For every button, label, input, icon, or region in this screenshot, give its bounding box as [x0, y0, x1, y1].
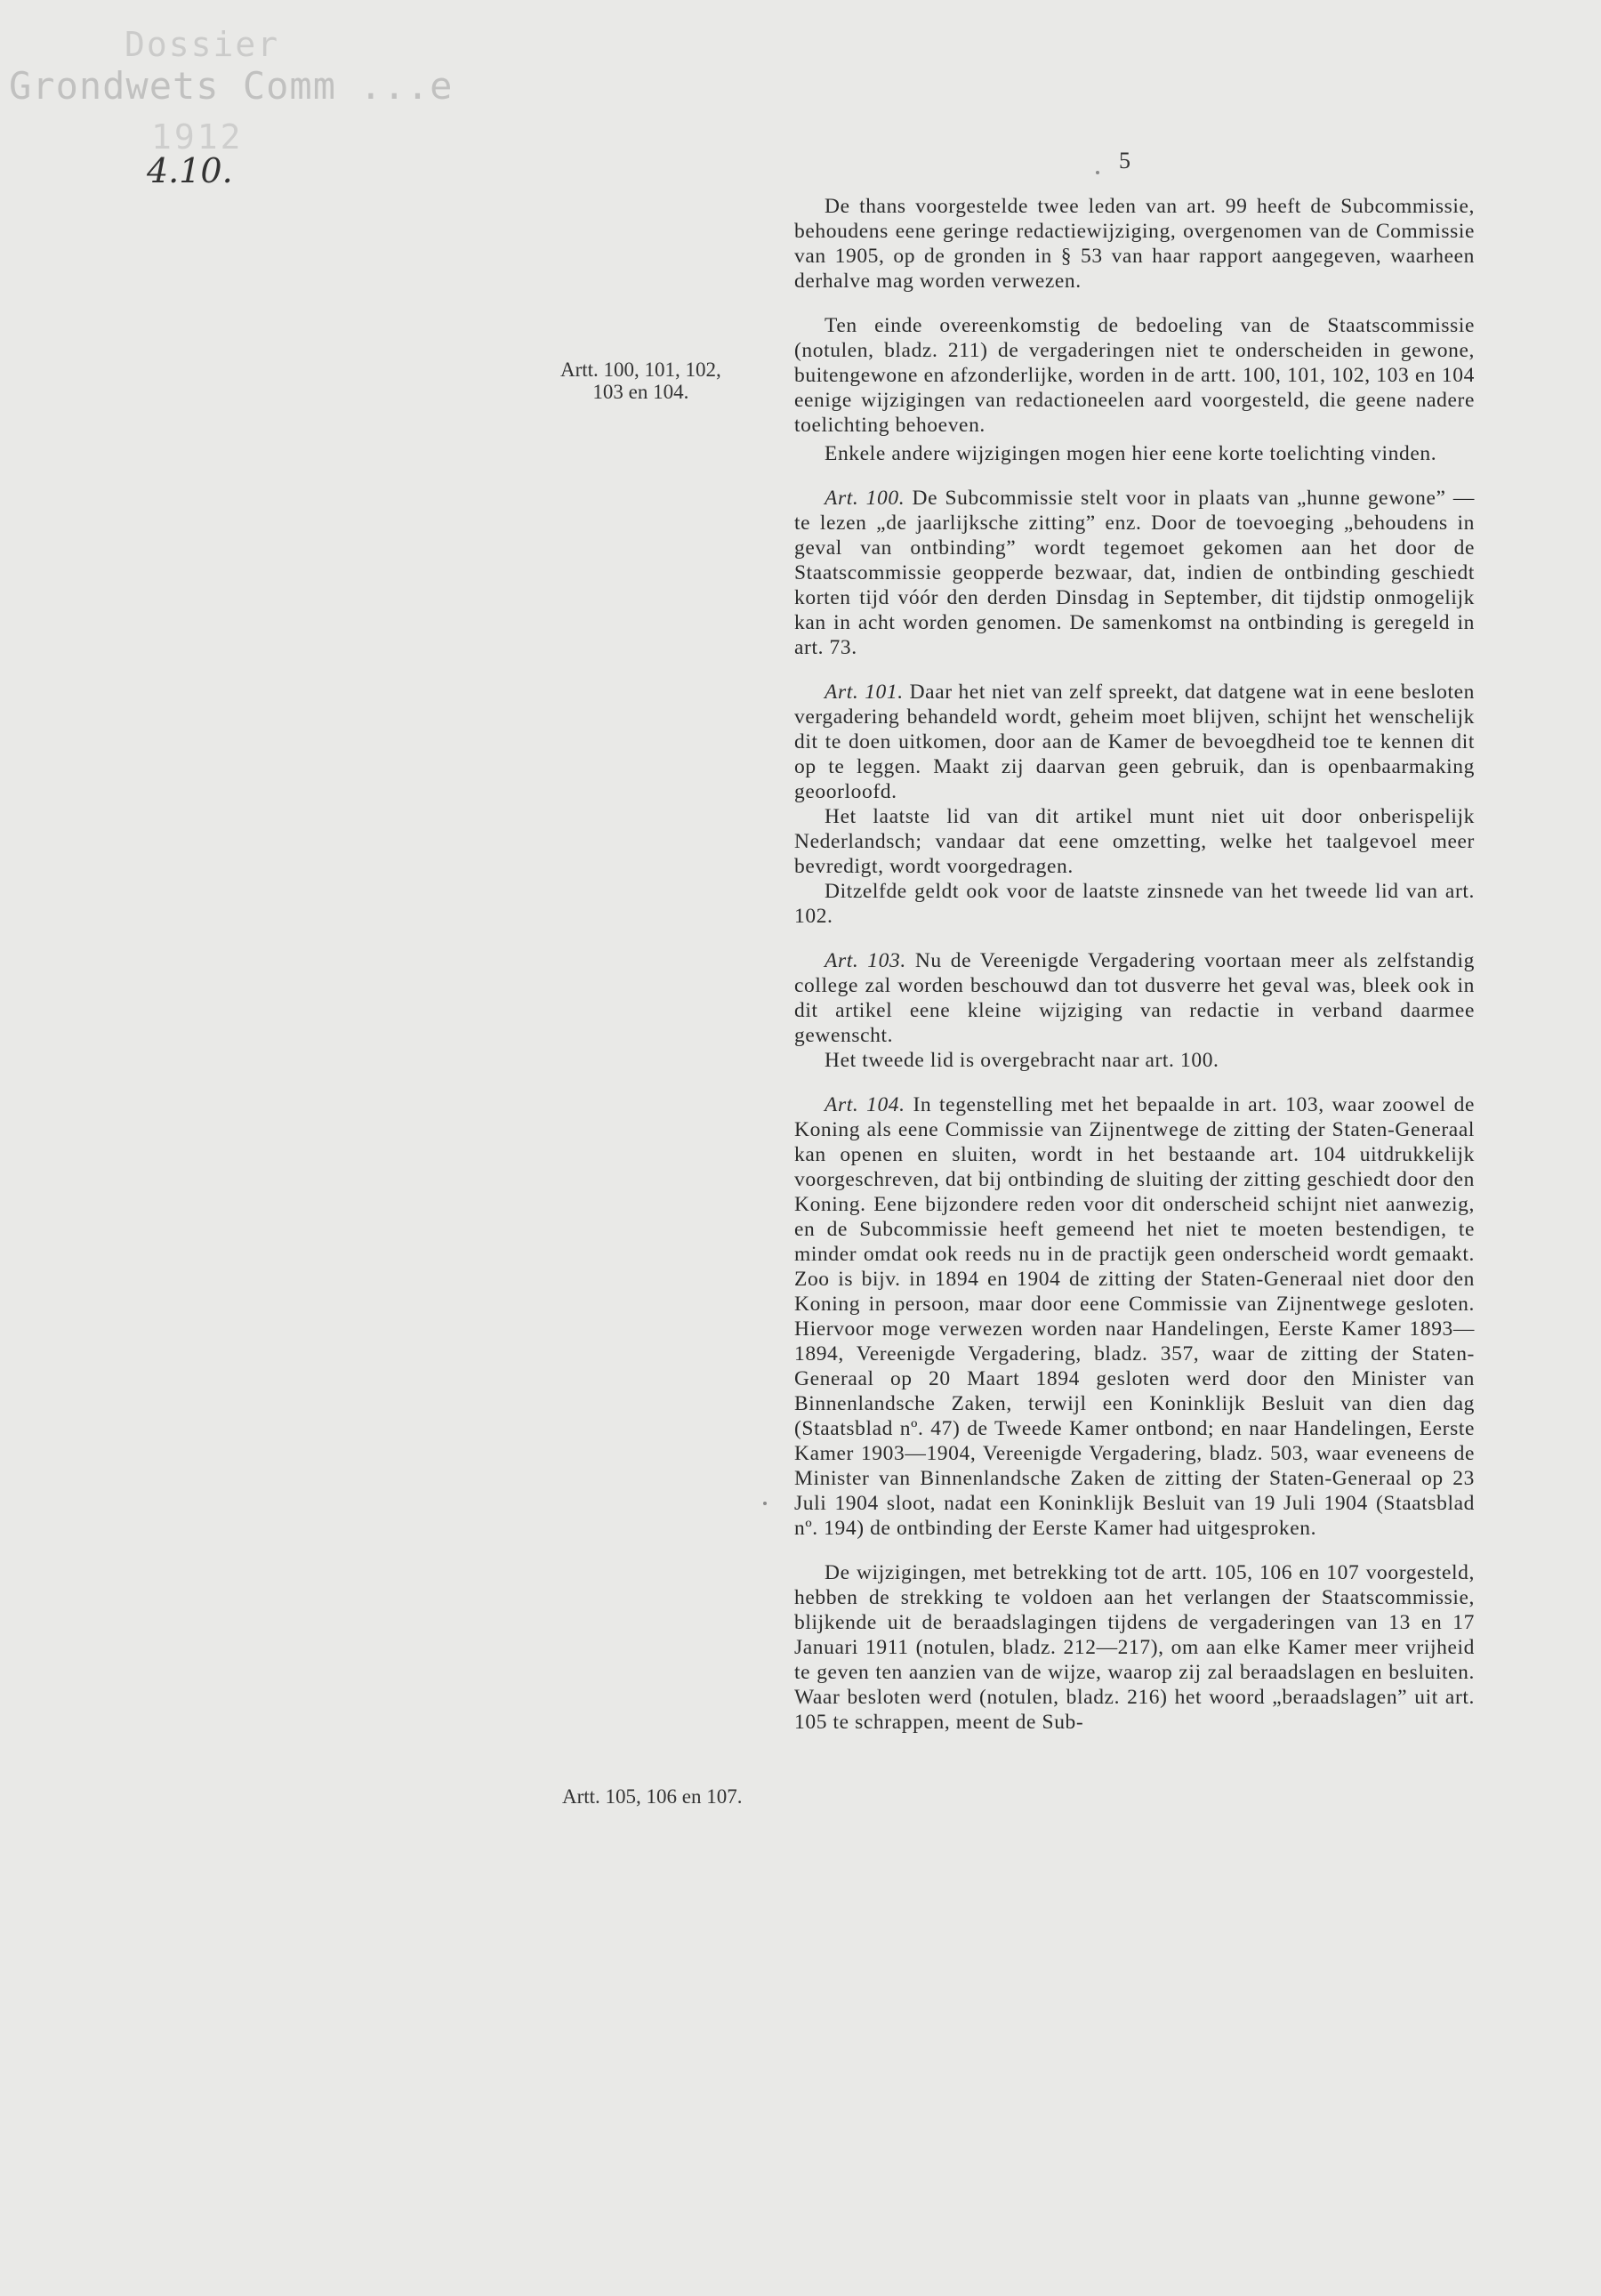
paragraph-art-103-second-lid [794, 1048, 1475, 1073]
paragraph-art-102-note [794, 879, 1475, 929]
paragraph-text: Het tweede lid is overgebracht naar art. 100. [825, 1049, 1219, 1072]
paper-speck [763, 1502, 767, 1505]
body-text-column [794, 194, 1475, 1735]
paragraph-artt-100-104-intro [794, 313, 1475, 438]
stamp-line-dossier: Dossier [125, 25, 280, 64]
paragraph-text: Nu de Vereenigde Vergadering voortaan meer als zelfstandig college zal worden beschouwd dan tot dusverre het geval was, bleek ook in dit artikel eene kleine wijziging van redactie in verband daarmee gewenscht. [794, 949, 1476, 1047]
paragraph-art-103 [794, 948, 1475, 1048]
paragraph-art-101 [794, 680, 1475, 804]
paragraph-text: Ten einde overeenkomstig de bedoeling van de Staatscommissie (notulen, bladz. 211) de vergaderingen niet te onderscheiden in gewone, buitengewone en afzonderlijke, worden in de artt. 100, 101, 102, 103 en 104 eenige wijzigingen van redactioneelen aard voorgesteld, die geene nadere toelichting behoeven. [794, 314, 1475, 437]
handwritten-note: 4.10. [147, 151, 233, 190]
paragraph-text: In tegenstelling met het bepaalde in art. 103, waar zoowel de Koning als eene Commissie van Zijnentwege de zitting der Staten-Generaal kan openen en sluiten, wordt in het bestaande art. 104 uitdrukkelijk voorgeschreven, dat bij ontbinding de sluiting der zitting geschiedt door den Koning. Eene bijzondere reden voor dit onderscheid schijnt niet aanwezig, en de Subcommissie heeft gemeend het niet te moeten bestendigen, te minder omdat ook reeds nu in de practijk geen onderscheid wordt gemaakt. Zoo is bijv. in 1894 en 1904 de zitting der Staten-Generaal niet door den Koning in persoon, maar door eene Commissie van Zijnentwege gesloten. Hiervoor moge verwezen worden naar Handelingen, Eerste Kamer 1893—1894, Vereenigde Vergadering, bladz. 357, waar de zitting der Staten-Generaal op 20 Maart 1894 gesloten werd door den Minister van Binnenlandsche Zaken, terwijl een Koninklijk Besluit van dien dag (Staatsblad nº. 47) de Tweede Kamer ontbond; en naar Handelingen, Eerste Kamer 1903—1904, Vereenigde Vergadering, bladz. 503, waar eveneens de Minister van Binnenlandsche Zaken de zitting der Staten-Generaal op 23 Juli 1904 sloot, nadat een Koninklijk Besluit van 19 Juli 1904 (Staatsblad nº. 194) de ontbinding der Eerste Kamer had uitgesproken. [794, 1093, 1475, 1540]
paragraph-text: Daar het niet van zelf spreekt, dat datgene wat in eene besloten vergadering behandeld wordt, geheim moet blijven, schijnt het wenschelijk dit te doen uitkomen, door aan de Kamer de bevoegdheid toe te kennen dit op te leggen. Maakt zij daarvan geen gebruik, dan is openbaarmaking geoorloofd. [794, 681, 1475, 803]
paragraph-text: Het laatste lid van dit artikel munt niet uit door onberispelijk Nederlandsch; vandaar dat eene omzetting, welke het taalgevoel meer bevredigt, wordt voorgedragen. [794, 805, 1475, 878]
article-label: Art. 104. [825, 1093, 905, 1116]
paragraph-art-100 [794, 486, 1475, 660]
stamp-line-year: 1912 [151, 117, 244, 157]
margin-note-artt-105-107 [562, 1785, 743, 1808]
paragraph-text: Ditzelfde geldt ook voor de laatste zinsnede van het tweede lid van art. 102. [794, 880, 1475, 928]
paragraph-text: De wijzigingen, met betrekking tot de artt. 105, 106 en 107 voorgesteld, hebben de strekking te voldoen aan het verlangen der Staatscommissie, blijkende uit de beraadslagingen tijdens de vergaderingen van 13 en 17 Januari 1911 (notulen, bladz. 212—217), om aan elke Kamer meer vrijheid te geven ten aanzien van de wijze, waarop zij zal beraadslagen en besluiten. Waar besloten werd (notulen, bladz. 216) het woord „beraadslagen” uit art. 105 te schrappen, meent de Sub- [794, 1561, 1475, 1734]
article-label: Art. 100. [825, 487, 905, 510]
margin-note-line: Artt. 100, 101, 102, [560, 358, 721, 381]
paragraph-text: De Subcommissie stelt voor in plaats van „hunne gewone” — te lezen „de jaarlijksche zitting” enz. Door de toevoeging „behoudens in geval van ontbinding” wordt tegemoet gekomen aan het door de Staatscommissie geopperde bezwaar, dat, indien de ontbinding geschiedt korten tijd vóór den derden Dinsdag in September, dit tijdstip onmogelijk kan in acht worden genomen. De samenkomst na ontbinding is geregeld in art. 73. [794, 487, 1475, 659]
paragraph-text: De thans voorgestelde twee leden van art. 99 heeft de Subcommissie, behoudens eene geringe redactiewijziging, overgenomen van de Commissie van 1905, op de gronden in § 53 van haar rapport aangegeven, waarheen derhalve mag worden verwezen. [794, 195, 1475, 293]
margin-note-line: Artt. 105, 106 en 107. [562, 1785, 743, 1808]
paragraph-text: Enkele andere wijzigingen mogen hier eene korte toelichting vinden. [825, 442, 1437, 465]
paragraph-art-101-last-lid [794, 804, 1475, 879]
margin-note-line: 103 en 104. [592, 381, 689, 403]
paragraph-art-104 [794, 1092, 1475, 1541]
margin-note-artt-100-104 [560, 358, 721, 403]
paragraph-other-changes [794, 441, 1475, 466]
paper-speck [1096, 171, 1099, 174]
stamp-line-committee: Grondwets Comm ...e [9, 64, 454, 108]
page-number: 5 [1119, 148, 1130, 173]
paragraph-artt-105-107 [794, 1560, 1475, 1735]
article-label: Art. 103. [825, 949, 906, 972]
article-label: Art. 101. [825, 681, 904, 704]
paragraph-art-99 [794, 194, 1475, 294]
